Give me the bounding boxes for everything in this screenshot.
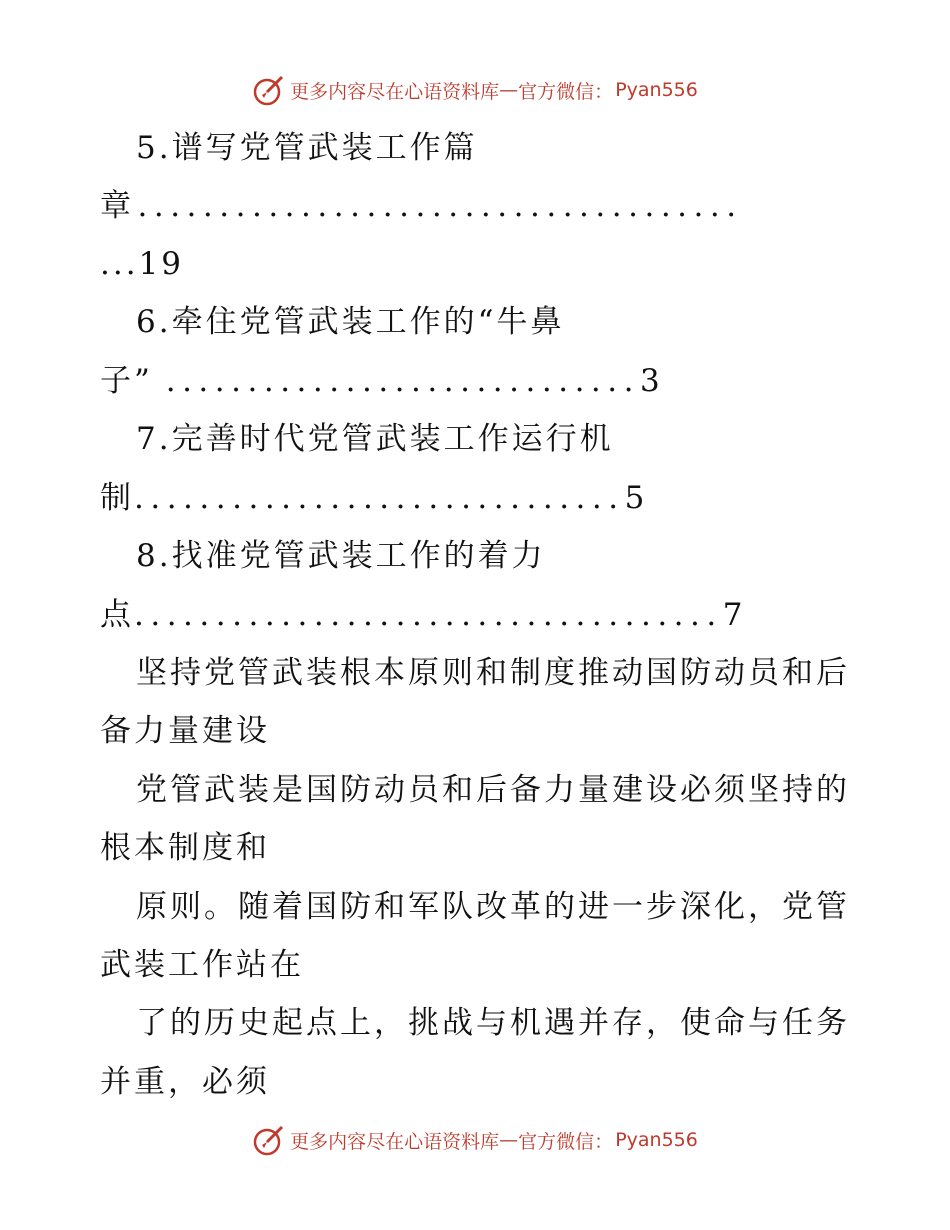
banner-wechat-id: Pyan556 — [615, 79, 698, 101]
toc-page-number: 7 — [722, 597, 746, 633]
toc-continuation-text: 子” — [100, 363, 153, 399]
toc-entry-page-line: ...19 — [100, 246, 185, 282]
paragraph-line: 原则。随着国防和军队改革的进一步深化，党管 — [136, 889, 850, 925]
paragraph-line: 了的历史起点上，挑战与机遇并存，使命与任务 — [136, 1005, 850, 1041]
toc-continuation-text: 章 — [100, 188, 138, 224]
toc-page-number: 3 — [640, 363, 663, 399]
heading-line: 坚持党管武装根本原则和制度推动国防动员和后 — [136, 655, 850, 691]
header-banner — [0, 70, 950, 110]
toc-continuation-text: 制 — [100, 480, 134, 516]
banner-separator: — — [499, 79, 519, 101]
footer-banner — [0, 1120, 950, 1160]
toc-entry-continuation: 点....................................7 — [100, 597, 746, 633]
toc-continuation-text: 点 — [100, 597, 134, 633]
toc-entry-title: 7.完善时代党管武装工作运行机 — [136, 421, 614, 457]
toc-entry-title: 8.找准党管武装工作的着力 — [136, 538, 546, 574]
toc-entry-title: 5.谱写党管武装工作篇 — [136, 130, 478, 166]
pen-logo-icon — [252, 73, 286, 107]
banner-wechat-label: 官方微信： — [518, 1130, 614, 1153]
toc-page-number: 19 — [138, 246, 185, 282]
banner-wechat-label: 官方微信： — [518, 80, 614, 103]
paragraph-line-cont: 武装工作站在 — [100, 947, 304, 983]
paragraph-line: 党管武装是国防动员和后备力量建设必须坚持的 — [136, 772, 850, 808]
banner-separator: — — [499, 1129, 519, 1151]
toc-entry-continuation: 子” .............................3 — [100, 363, 663, 399]
banner-text: 更多内容尽在心语资料库 — [290, 80, 500, 103]
heading-line-cont: 备力量建设 — [100, 713, 270, 749]
banner-text: 更多内容尽在心语资料库 — [290, 1130, 500, 1153]
paragraph-line-cont: 并重，必须 — [100, 1064, 270, 1100]
banner-wechat-id: Pyan556 — [615, 1129, 698, 1151]
toc-entry-title: 6.牵住党管武装工作的“牛鼻 — [136, 304, 565, 340]
paragraph-line-cont: 根本制度和 — [100, 830, 270, 866]
pen-logo-icon — [252, 1123, 286, 1157]
toc-entry-continuation: 章..................................... — [100, 188, 743, 224]
toc-page-number: 5 — [624, 480, 648, 516]
toc-entry-continuation: 制..............................5 — [100, 480, 648, 516]
